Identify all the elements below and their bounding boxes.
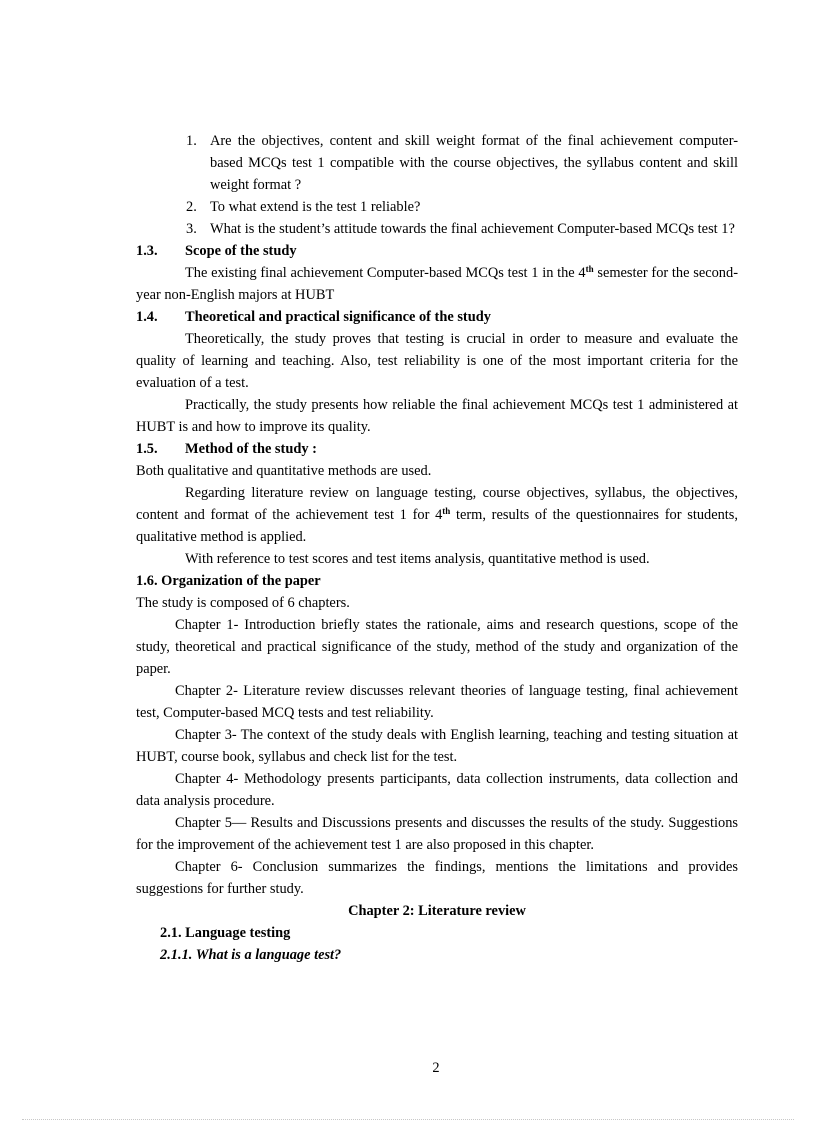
section-heading-1-3: 1.3. Scope of the study: [136, 243, 297, 259]
section-heading-2-1-1: 2.1.1. What is a language test?: [160, 947, 342, 963]
page-bottom-divider: [22, 1119, 794, 1120]
page-number: 2: [432, 1060, 440, 1076]
question-text: Are the objectives, content and skill weight format of the final achievement computer-based MCQs test 1 compatible with the course objectives, the syllabus content and skill weight format ?: [210, 133, 738, 193]
section-heading-1-4: 1.4. Theoretical and practical significance of the study: [136, 309, 491, 325]
chapter-summary: Chapter 1- Introduction briefly states the rationale, aims and research questions, scope of the study, theoretical and practical significance of the study, method of the study and organization of the paper.: [136, 617, 738, 677]
page-content: [136, 130, 738, 966]
paragraph: Regarding literature review on language testing, course objectives, syllabus, the objectives, content and format of the achievement test 1 for 4th term, results of the questionnaires for students, qualitative method is applied.: [136, 485, 738, 545]
research-questions-list: [136, 130, 738, 240]
paragraph: Practically, the study presents how reliable the final achievement MCQs test 1 administered at HUBT is and how to improve its quality.: [136, 397, 738, 435]
section-heading-1-6: 1.6. Organization of the paper: [136, 573, 321, 589]
question-text: What is the student’s attitude towards the final achievement Computer-based MCQs test 1?: [210, 221, 735, 237]
list-item: 1. Are the objectives, content and skill weight format of the final achievement computer-based MCQs test 1 compatible with the course objectives, the syllabus content and skill weight format ?: [186, 133, 738, 193]
chapter-summary: Chapter 5— Results and Discussions presents and discusses the results of the study. Suggestions for the improvement of the achievement test 1 are also proposed in this chapter.: [136, 815, 738, 853]
paragraph: Theoretically, the study proves that testing is crucial in order to measure and evaluate the quality of learning and teaching. Also, test reliability is one of the most important criteria for the evaluation of a test.: [136, 331, 738, 391]
list-item: 2. To what extend is the test 1 reliable?: [186, 199, 421, 215]
paragraph: Both qualitative and quantitative methods are used.: [136, 463, 432, 479]
paragraph: With reference to test scores and test items analysis, quantitative method is used.: [185, 551, 650, 567]
chapter-summary: Chapter 3- The context of the study deals with English learning, teaching and testing situation at HUBT, course book, syllabus and check list for the test.: [136, 727, 738, 765]
list-item: 3. What is the student’s attitude towards the final achievement Computer-based MCQs test 1?: [186, 221, 735, 237]
chapter-summary: Chapter 6- Conclusion summarizes the findings, mentions the limitations and provides suggestions for further study.: [136, 859, 738, 897]
section-heading-2-1: 2.1. Language testing: [160, 925, 291, 941]
section-heading-1-5: 1.5. Method of the study :: [136, 441, 317, 457]
question-text: To what extend is the test 1 reliable?: [210, 199, 421, 215]
paragraph: The study is composed of 6 chapters.: [136, 595, 350, 611]
chapter-2-title: Chapter 2: Literature review: [348, 903, 526, 919]
chapter-summary: Chapter 2- Literature review discusses relevant theories of language testing, final achievement test, Computer-based MCQ tests and test reliability.: [136, 683, 738, 721]
paragraph: The existing final achievement Computer-based MCQs test 1 in the 4th semester for the second-year non-English majors at HUBT: [136, 264, 738, 303]
chapter-summary: Chapter 4- Methodology presents participants, data collection instruments, data collection and data analysis procedure.: [136, 771, 738, 809]
